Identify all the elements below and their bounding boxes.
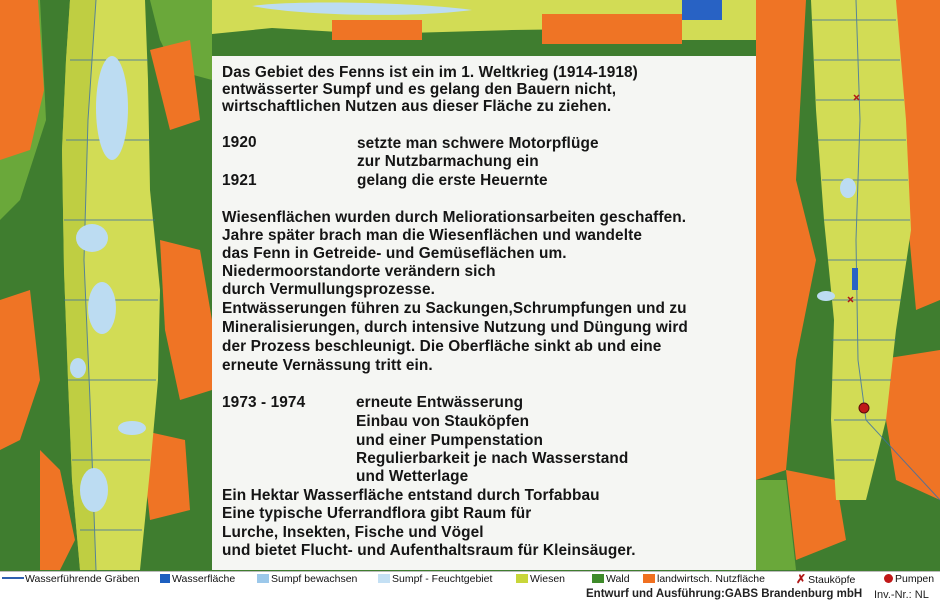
timeline-text: und Wetterlage <box>356 468 469 485</box>
meadow-swatch-icon <box>516 574 528 583</box>
legend-item-pumps <box>884 572 934 586</box>
farmland-swatch-icon <box>643 574 655 583</box>
overgrown-swamp-swatch-icon <box>257 574 269 583</box>
body-line: das Fenn in Getreide- und Gemüseflächen um. <box>222 245 567 262</box>
body-line: Wiesenflächen wurden durch Meliorationsarbeiten geschaffen. <box>222 209 687 226</box>
timeline-text: setzte man schwere Motorpflüge <box>357 135 599 152</box>
intro-line: entwässerter Sumpf und es gelang den Bauern nicht, <box>222 81 617 98</box>
ditch-line-icon <box>2 577 24 579</box>
legend-item-wetland <box>378 572 492 586</box>
legend-item-farmland <box>643 572 765 586</box>
intro-line: wirtschaftlichen Nutzen aus dieser Fläche zu ziehen. <box>222 98 612 115</box>
legend-label: Sumpf - Feuchtgebiet <box>392 573 493 585</box>
map-legend <box>0 571 940 586</box>
legend-item-overgrown-swamp <box>257 572 357 586</box>
closing-line: Eine typische Uferrandflora gibt Raum für <box>222 505 532 522</box>
legend-label: Stauköpfe <box>808 574 856 586</box>
body-line: Niedermoorstandorte verändern sich <box>222 263 496 280</box>
wetland-swatch-icon <box>378 574 390 583</box>
body-line: der Prozess beschleunigt. Die Oberfläche sinkt ab und eine <box>222 338 662 355</box>
timeline-text: zur Nutzbarmachung ein <box>357 153 539 170</box>
timeline-year: 1921 <box>222 172 257 189</box>
legend-item-forest <box>592 572 630 586</box>
closing-line: Lurche, Insekten, Fische und Vögel <box>222 524 484 541</box>
body-line: Entwässerungen führen zu Sackungen,Schrumpfungen und zu <box>222 300 687 317</box>
closing-line: Ein Hektar Wasserfläche entstand durch Torfabbau <box>222 487 600 504</box>
legend-item-ditches <box>2 572 140 586</box>
timeline-text: gelang die erste Heuernte <box>357 172 548 189</box>
timeline-year: 1920 <box>222 134 257 151</box>
weir-cross-icon: ✗ <box>796 572 807 586</box>
legend-label: Wasserfläche <box>172 573 236 585</box>
timeline-text: Regulierbarkeit je nach Wasserstand <box>356 450 629 467</box>
legend-label: Wald <box>606 573 630 585</box>
map-top-strip <box>212 0 756 58</box>
legend-item-water <box>160 572 235 586</box>
map-right-strip <box>756 0 940 570</box>
water-swatch-icon <box>160 574 170 583</box>
timeline-text: und einer Pumpenstation <box>356 432 544 449</box>
map-left-strip <box>0 0 212 570</box>
timeline-text: Einbau von Stauköpfen <box>356 413 530 430</box>
legend-label: landwirtsch. Nutzfläche <box>657 573 765 585</box>
legend-label: Wasserführende Gräben <box>25 573 140 585</box>
body-line: Jahre später brach man die Wiesenflächen und wandelte <box>222 227 642 244</box>
timeline-text: erneute Entwässerung <box>356 394 524 411</box>
body-line: durch Vermullungsprozesse. <box>222 281 435 298</box>
intro-line: Das Gebiet des Fenns ist ein im 1. Weltkrieg (1914-1918) <box>222 64 638 81</box>
body-line: erneute Vernässung tritt ein. <box>222 357 433 374</box>
legend-label: Sumpf bewachsen <box>271 573 358 585</box>
credit-footer <box>0 586 940 604</box>
legend-item-meadows <box>516 572 565 586</box>
legend-label: Pumpen <box>895 573 935 585</box>
legend-item-weirs <box>796 572 855 586</box>
timeline-year: 1973 - 1974 <box>222 394 306 411</box>
forest-swatch-icon <box>592 574 604 583</box>
closing-line: und bietet Flucht- und Aufenthaltsraum für Kleinsäuger. <box>222 542 636 559</box>
credit-text: Entwurf und Ausführung:GABS Brandenburg mbH <box>586 588 863 600</box>
body-line: Mineralisierungen, durch intensive Nutzung und Düngung wird <box>222 319 688 336</box>
inventory-number: Inv.-Nr.: NL <box>874 589 929 601</box>
legend-label: Wiesen <box>530 573 566 585</box>
pump-dot-icon <box>884 574 893 583</box>
